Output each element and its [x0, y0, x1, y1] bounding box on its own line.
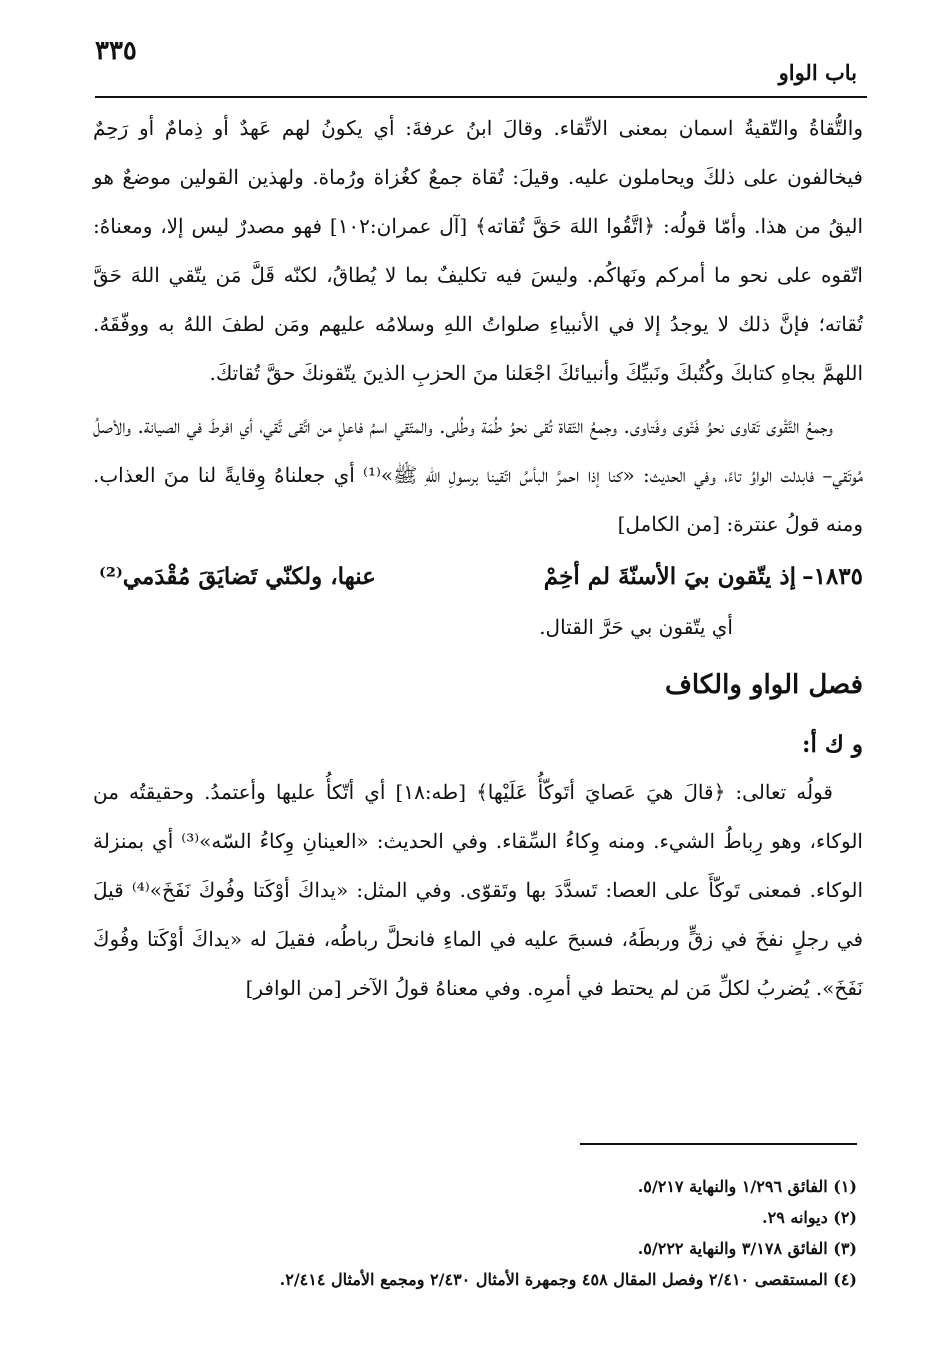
paragraph-taqwa-definition: والتُّقاةُ والتّقيةُ اسمان بمعنى الاتِّقاء. وقالَ ابنُ عرفةَ: أي يكونُ لهم عَهدٌ أو ذِمامٌ أو رَحِمٌ فيخالفون على ذلكَ ويحاملون عليه. وقيلَ: تُقاة جمعٌ كغُزاة ورُماة. ولهذين القولين موضعٌ هو اليقُ من هذا. وأمّا قولُه: ﴿اتَّقُوا اللهَ حَقَّ تُقاته﴾ [آل عمران:١٠٢] فهو مصدرٌ ليس إلا، ومعناهُ: اتّقوه على نحو ما أمركم ونَهاكُم. وليسَ فيه تكليفٌ بما لا يُطاقُ، لكنّه قَلَّ مَن يتّقي اللهَ حَقَّ تُقاته؛ فإنَّ ذلك لا يوجدُ إلا في الأنبياءِ صلواتُ اللهِ وسلامُه عليهم ومَن لطفَ اللهُ به ووفّقَهُ. اللهمَّ بجاهِ كتابكَ وكُتُبكَ ونَبيِّكَ وأنبيائكَ اجْعَلنا منَ الحزبِ الذينَ يتّقونكَ حقَّ تُقاتكَ.	[93, 116, 863, 385]
footnote-item: (٢) ديوانه ٢٩.	[762, 1208, 857, 1227]
paragraph-wakaa: قولُه تعالى: ﴿قالَ هيَ عَصايَ أتَوكّأُ عَلَيْها﴾ [طه:١٨] أي أتّكأُ عليها وأعتمدُ. وحقيقتُه من الوكاء، وهو رِباطُ الشيء. ومنه وِكاءُ السِّقاء. وفي الحديث: «العينانِ وِكاءُ السّه»⁽³⁾ أي بمنزلة الوكاء. فمعنى تَوكّأَ على العصا: تَسدَّدَ بها وتَقوّى. وفي المثل: «يداكَ أوْكَتا وفُوكَ نَفَخَ»⁽⁴⁾ قيلَ في رجلٍ نفخَ في زقٍّ وربطَهُ، فسبحَ عليه في الماءِ فانحلَّ رباطُه، فقيلَ له «يداكَ أوْكَتا وفُوكَ نَفَخَ». يُضربُ لكلِّ مَن لم يحتط في أمرِه. وفي معناهُ قولُ الآخر [من الوافر]	[93, 780, 864, 1000]
section-title: فصل الواو والكاف	[664, 670, 863, 700]
chapter-title: باب الواو	[778, 60, 857, 85]
poem-verse	[93, 551, 863, 603]
poem-hemistich-first: إذ يتّقون بيَ الأسنّةَ لم أخِمْ	[543, 563, 797, 590]
header-rule	[95, 96, 867, 98]
footnote-item: (١) الفائق ١/٢٩٦ والنهاية ٥/٢١٧.	[637, 1177, 857, 1196]
footnotes	[97, 1171, 857, 1295]
entry-heading: و ك أ:	[802, 731, 863, 758]
poem-hemistich-second: عنها، ولكنّي تَضايَقَ مُقْدَمي⁽²⁾	[99, 563, 376, 590]
main-text	[93, 104, 863, 1013]
footnote-item: (٤) المستقصى ٢/٤١٠ وفصل المقال ٤٥٨ وجمهرة الأمثال ٢/٤٣٠ ومجمع الأمثال ٢/٤١٤.	[279, 1270, 857, 1289]
page-number: ٣٣٥	[95, 36, 137, 66]
verse-explanation: أي يتّقون بي حَرَّ القتال.	[539, 615, 733, 639]
paragraph-taqwa-plural: وجمعُ التَّقْوى تَقاوى نحوُ فَتْوى وفَتاوى. وجمعُ التّقاة تُقى نحوُ طُمَة وطُلى. والمتّقي اسمُ فاعلٍ من اتَّقى تَّقي، أي افرطَ في الصيانة. والأصلُ مُوتَقي– فابدلت الواوُ تاءً، وفي الحديث: «كنا إذا احمرَّ البأسُ اتّقينا برسولِ اللهِ ﷺ»⁽¹⁾ أي جعلناهُ وِقايةً لنا منَ العذاب. ومنه قولُ عنترة: [من الكامل]	[93, 414, 863, 536]
footnote-rule	[580, 1143, 857, 1145]
footnote-item: (٣) الفائق ٣/١٧٨ والنهاية ٥/٢٢٢.	[637, 1239, 857, 1258]
verse-number: ١٨٣٥–	[802, 563, 863, 590]
